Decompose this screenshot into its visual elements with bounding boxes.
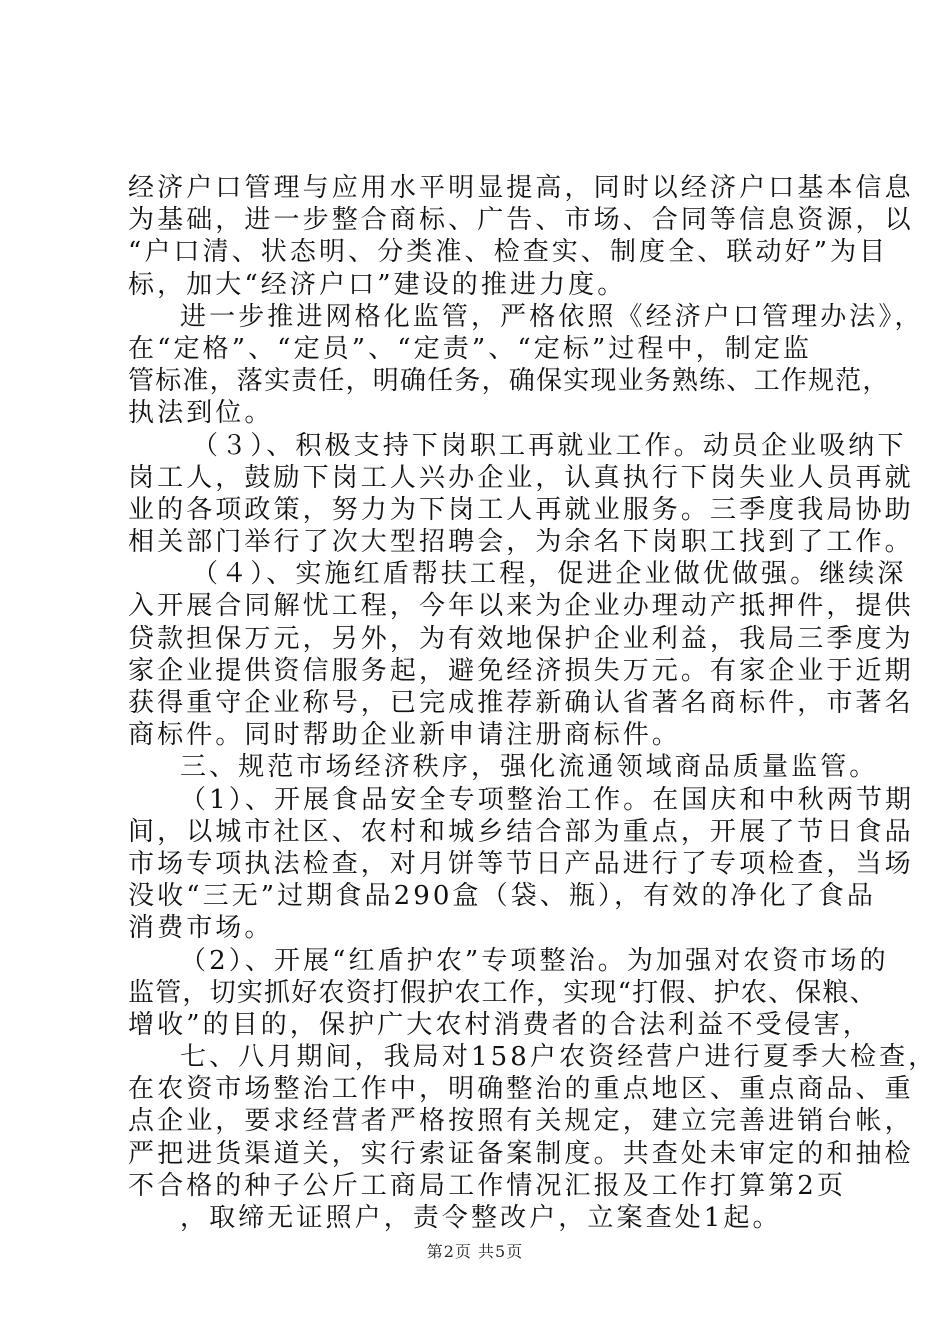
text-line: 监管，切实抓好农资打假护农工作，实现“打假、护农、保粮、 [128, 977, 877, 1008]
text-line: 相关部门举行了次大型招聘会，为余名下岗职工找到了工作。 [128, 527, 914, 558]
text-line: （1）、开展食品安全专项整治工作。在国庆和中秋两节期 [180, 784, 915, 815]
text-line: 贷款担保万元，另外，为有效地保护企业利益，我局三季度为 [128, 623, 914, 654]
text-line: 市场专项执法检查，对月饼等节日产品进行了专项检查，当场 [128, 848, 914, 879]
text-line: 入开展合同解忧工程，今年以来为企业办理动产抵押件，提供 [128, 591, 914, 622]
text-line: 家企业提供资信服务起，避免经济损失万元。有家企业于近期 [128, 655, 914, 686]
text-line: 获得重守企业称号，已完成推荐新确认省著名商标件，市著名 [128, 688, 914, 718]
text-line: 严把进货渠道关，实行索证备案制度。共查处未审定的和抽检 [128, 1138, 914, 1169]
text-line: 岗工人，鼓励下岗工人兴办企业，认真执行下岗失业人员再就 [128, 462, 914, 493]
text-line: 消费市场。 [128, 913, 274, 944]
text-line: 没收“三无”过期食品290盒（袋、瓶），有效的净化了食品 [128, 881, 877, 912]
text-line: 增收”的目的，保护广大农村消费者的合法利益不受侵害， [128, 1009, 872, 1040]
text-line: 七、八月期间，我局对158户农资经营户进行夏季大检查， [180, 1042, 938, 1073]
text-line: （４）、实施红盾帮扶工程，促进企业做优做强。继续深 [192, 559, 907, 590]
text-line: 在“定格”、“定员”、“定责”、“定标”过程中，制定监 [128, 333, 813, 364]
text-line: 经济户口管理与应用水平明显提高，同时以经济户口基本信息 [128, 173, 914, 203]
text-line: （2）、开展“红盾护农”专项整治。为加强对农资市场的 [180, 945, 889, 976]
text-line: 进一步推进网格化监管，严格依照《经济户口管理办法》， [180, 301, 924, 332]
text-line: 不合格的种子公斤工商局工作情况汇报及工作打算第2页 [128, 1170, 847, 1201]
text-line: 业的各项政策，努力为下岗工人再就业服务。三季度我局协助 [128, 494, 914, 525]
text-line: ，取缔无证照户，责令整改户，立案查处1起。 [180, 1203, 782, 1233]
section-heading: 三、规范市场经济秩序，强化流通领域商品质量监管。 [180, 752, 879, 783]
text-line: “户口清、状态明、分类准、检查实、制度全、联动好”为目 [128, 237, 889, 268]
page-number-footer: 第2页 共5页 [426, 1242, 524, 1261]
text-line: （３）、积极支持下岗职工再就业工作。动员企业吸纳下 [192, 430, 907, 461]
text-line: 执法到位。 [128, 398, 274, 429]
document-body [128, 172, 938, 1234]
text-line: 标，加大“经济户口”建设的推进力度。 [128, 269, 627, 300]
text-line: 间，以城市社区、农村和城乡结合部为重点，开展了节日食品 [128, 816, 914, 847]
text-line: 管标准，落实责任，明确任务，确保实现业务熟练、工作规范， [128, 366, 890, 397]
text-line: 在农资市场整治工作中，明确整治的重点地区、重点商品、重 [128, 1074, 914, 1105]
text-line: 商标件。同时帮助企业新申请注册商标件。 [128, 720, 681, 751]
text-line: 为基础，进一步整合商标、广告、市场、合同等信息资源，以 [128, 205, 914, 236]
text-line: 点企业，要求经营者严格按照有关规定，建立完善进销台帐， [128, 1106, 914, 1137]
